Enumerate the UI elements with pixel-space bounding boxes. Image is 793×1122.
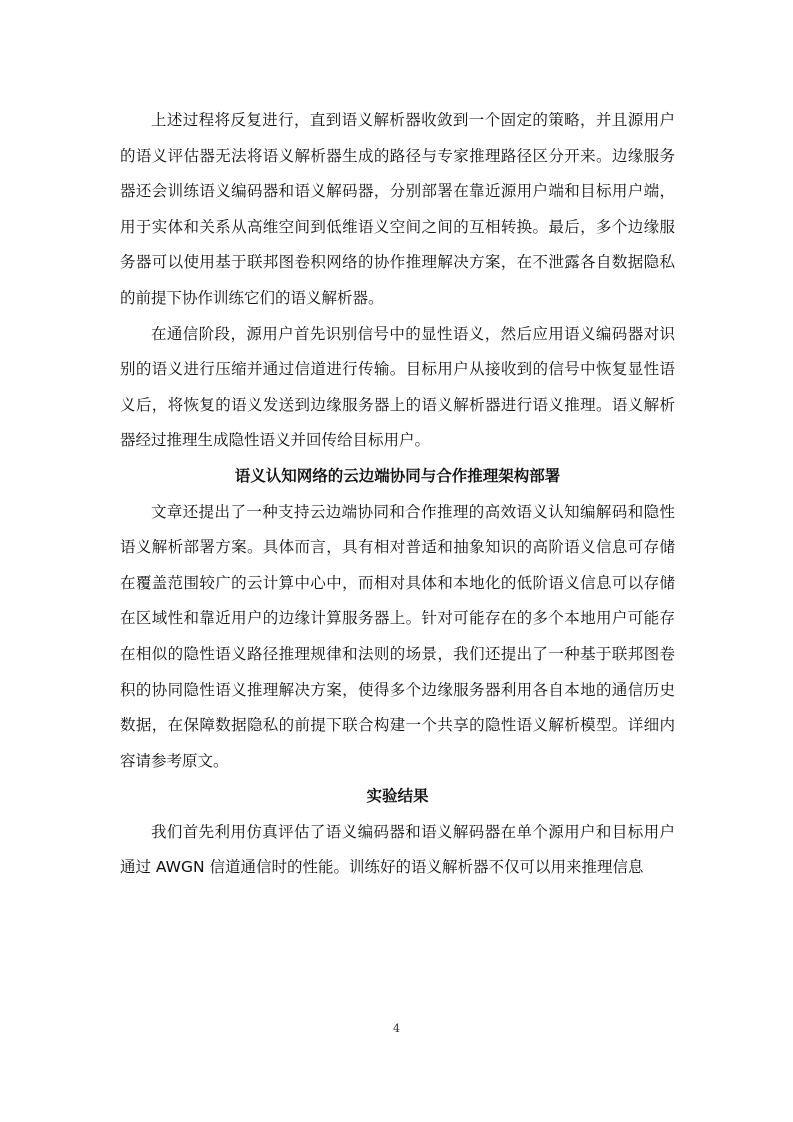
paragraph-training-process: 上述过程将反复进行，直到语义解析器收敛到一个固定的策略，并且源用户的语义评估器无法将语义解析器生成的路径与专家推理路径区分开来。边缘服务器还会训练语义编码器和语义解码器，分别部署在靠近源用户端和目标用户端，用于实体和关系从高维空间到低维语义空间之间的互相转换。最后，多个边缘服务器可以使用基于联邦图卷积网络的协作推理解决方案，在不泄露各自数据隐私的前提下协作训练它们的语义解析器。 — [120, 111, 675, 307]
paragraph-communication-stage: 在通信阶段，源用户首先识别信号中的显性语义，然后应用语义编码器对识别的语义进行压缩并通过信道进行传输。目标用户从接收到的信号中恢复显性语义后，将恢复的语义发送到边缘服务器上的语义解析器进行语义推理。语义解析器经过推理生成隐性语义并回传给目标用户。 — [120, 324, 675, 450]
section-heading-deployment: 语义认知网络的云边端协同与合作推理架构部署 — [234, 466, 561, 485]
paragraph-deployment: 文章还提出了一种支持云边端协同和合作推理的高效语义认知编解码和隐性语义解析部署方案。具体而言，具有相对普适和抽象知识的高阶语义信息可存储在覆盖范围较广的云计算中心中，而相对具体和本地化的低阶语义信息可以存储在区域性和靠近用户的边缘计算服务器上。针对可能存在的多个本地用户可能存在相似的隐性语义路径推理规律和法则的场景，我们还提出了一种基于联邦图卷积的协同隐性语义推理解决方案，使得多个边缘服务器利用各自本地的通信历史数据，在保障数据隐私的前提下联合构建一个共享的隐性语义解析模型。详细内容请参考原文。 — [120, 502, 675, 770]
document-body — [120, 103, 675, 886]
paragraph-results: 我们首先利用仿真评估了语义编码器和语义解码器在单个源用户和目标用户通过 AWGN 信道通信时的性能。训练好的语义解析器不仅可以用来推理信息 — [120, 822, 675, 877]
section-heading-results: 实验结果 — [366, 787, 429, 806]
page-number: 4 — [393, 1022, 400, 1035]
